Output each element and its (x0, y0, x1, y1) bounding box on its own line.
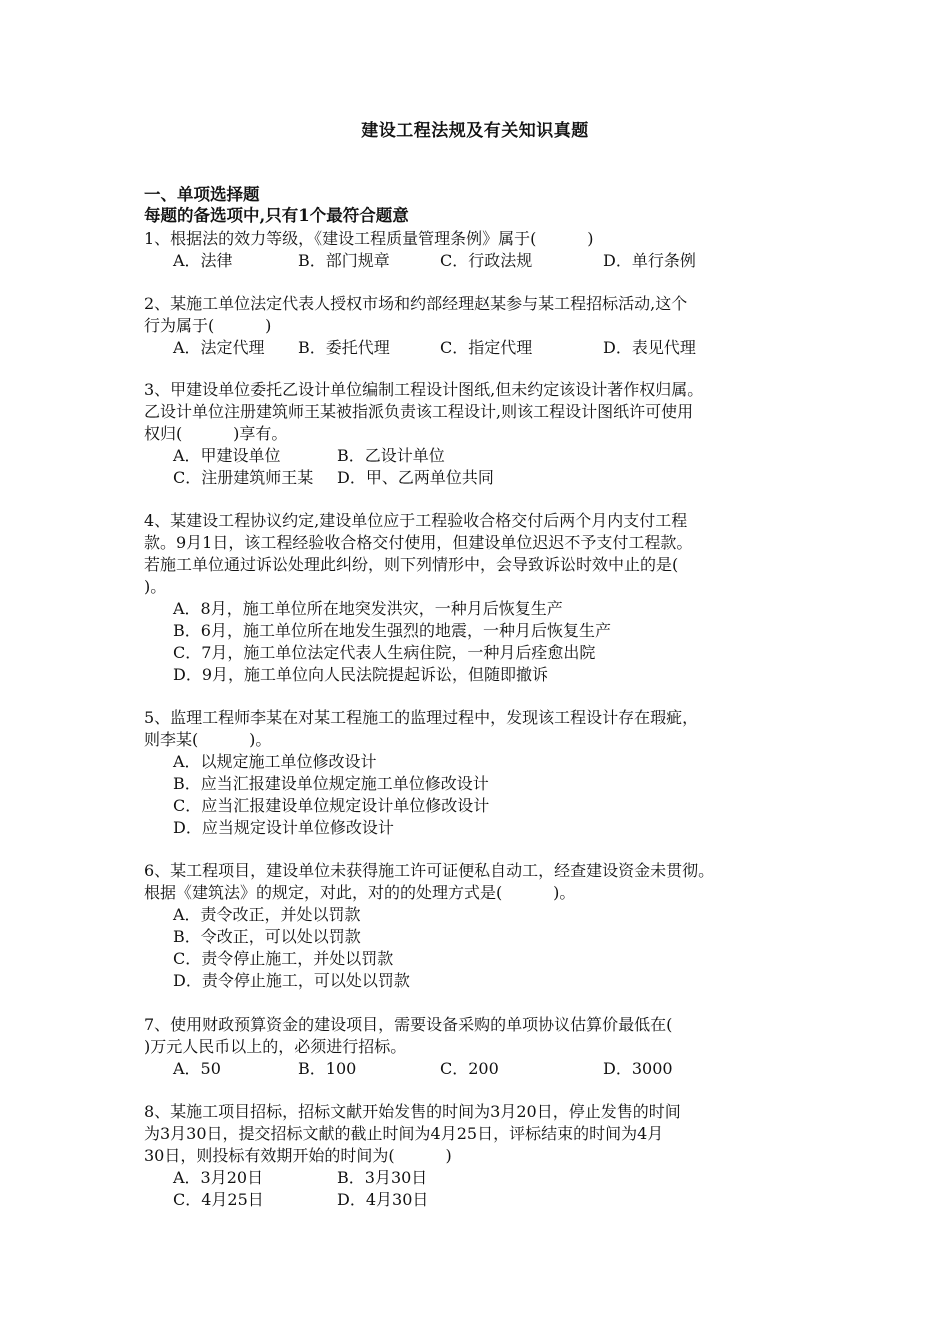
option-b: B．委托代理 (298, 338, 390, 357)
question-6 (144, 860, 824, 992)
option-c: C．注册建筑师王某 (173, 468, 314, 487)
question-stem-line: 30日，则投标有效期开始的时间为( ) (144, 1146, 452, 1165)
section-header (144, 184, 409, 226)
question-3 (144, 379, 824, 489)
question-stem-line: 款。9月1日，该工程经验收合格交付使用，但建设单位迟迟不予支付工程款。 (144, 533, 693, 552)
option-list (144, 1058, 824, 1080)
option-b: B．令改正，可以处以罚款 (173, 927, 361, 946)
option-b: B．部门规章 (298, 251, 390, 270)
option-list (144, 337, 824, 359)
option-d: D．9月，施工单位向人民法院提起诉讼，但随即撤诉 (173, 665, 549, 684)
option-row (173, 1189, 824, 1211)
question-stem-line: 6、某工程项目，建设单位未获得施工许可证便私自动工，经查建设资金未贯彻。 (144, 861, 715, 880)
question-stem-line: 权归( )享有。 (144, 424, 288, 443)
question-stem-line: 则李某( )。 (144, 730, 272, 749)
question-stem-line: )万元人民币以上的，必须进行招标。 (144, 1037, 407, 1056)
option-row (173, 1058, 824, 1080)
option-d: D．责令停止施工，可以处以罚款 (173, 971, 410, 990)
option-c: C．责令停止施工，并处以罚款 (173, 949, 394, 968)
option-row (173, 620, 824, 642)
option-d: D．单行条例 (603, 251, 696, 270)
question-stem-line: 根据《建筑法》的规定，对此，对的的处理方式是( )。 (144, 883, 576, 902)
option-row (173, 337, 824, 359)
option-row (173, 970, 824, 992)
option-d: D．表见代理 (603, 338, 696, 357)
section-heading: 一、单项选择题 (144, 185, 260, 204)
option-b: B．6月，施工单位所在地发生强烈的地震，一种月后恢复生产 (173, 621, 611, 640)
option-b: B．应当汇报建设单位规定施工单位修改设计 (173, 774, 489, 793)
question-7 (144, 1014, 824, 1080)
question-stem-line: 1、根据法的效力等级，《建设工程质量管理条例》属于( ) (144, 229, 594, 248)
option-row (173, 642, 824, 664)
option-b: B．100 (298, 1059, 357, 1078)
option-row (173, 664, 824, 686)
option-row (173, 904, 824, 926)
option-row (173, 598, 824, 620)
option-list (144, 751, 824, 839)
section-instruction: 每题的备选项中,只有1个最符合题意 (144, 206, 409, 225)
option-a: A．法定代理 (173, 338, 265, 357)
option-c: C．应当汇报建设单位规定设计单位修改设计 (173, 796, 490, 815)
question-stem-line: 行为属于( ) (144, 316, 272, 335)
option-d: D．甲、乙两单位共同 (337, 468, 494, 487)
option-a: A．甲建设单位 (173, 446, 281, 465)
option-list (144, 250, 824, 272)
question-stem-line: 5、监理工程师李某在对某工程施工的监理过程中，发现该工程设计存在瑕疵， (144, 708, 699, 727)
option-c: C．7月，施工单位法定代表人生病住院，一种月后痊愈出院 (173, 643, 596, 662)
option-row (173, 445, 824, 467)
option-row (173, 467, 824, 489)
option-list (144, 445, 824, 489)
option-a: A．50 (173, 1059, 221, 1078)
option-c: C．4月25日 (173, 1190, 264, 1209)
document-title: 建设工程法规及有关知识真题 (361, 121, 589, 141)
option-list (144, 904, 824, 992)
question-stem-line: 为3月30日，提交招标文献的截止时间为4月25日，评标结束的时间为4月 (144, 1124, 664, 1143)
option-row (173, 751, 824, 773)
option-a: A．3月20日 (173, 1168, 264, 1187)
question-1 (144, 228, 824, 272)
question-stem-line: 8、某施工项目招标，招标文献开始发售的时间为3月20日，停止发售的时间 (144, 1102, 681, 1121)
question-stem-line: 4、某建设工程协议约定,建设单位应于工程验收合格交付后两个月内支付工程 (144, 511, 688, 530)
question-8 (144, 1101, 824, 1211)
option-a: A．8月，施工单位所在地突发洪灾，一种月后恢复生产 (173, 599, 563, 618)
question-4 (144, 510, 824, 686)
question-stem-line: 7、使用财政预算资金的建设项目，需要设备采购的单项协议估算价最低在( (144, 1015, 673, 1034)
option-row (173, 773, 824, 795)
option-b: B．乙设计单位 (337, 446, 445, 465)
question-stem-line: 2、某施工单位法定代表人授权市场和约部经理赵某参与某工程招标活动,这个 (144, 294, 688, 313)
option-row (173, 948, 824, 970)
option-row (173, 795, 824, 817)
option-d: D．应当规定设计单位修改设计 (173, 818, 394, 837)
question-stem-line: )。 (144, 577, 167, 596)
option-c: C．指定代理 (440, 338, 533, 357)
option-row (173, 926, 824, 948)
option-a: A．法律 (173, 251, 233, 270)
option-row (173, 250, 824, 272)
option-a: A．责令改正，并处以罚款 (173, 905, 361, 924)
question-stem-line: 若施工单位通过诉讼处理此纠纷，则下列情形中，会导致诉讼时效中止的是( (144, 555, 679, 574)
option-c: C．200 (440, 1059, 499, 1078)
option-c: C．行政法规 (440, 251, 533, 270)
option-row (173, 1167, 824, 1189)
question-stem-line: 乙设计单位注册建筑师王某被指派负责该工程设计,则该工程设计图纸许可使用 (144, 402, 694, 421)
option-d: D．4月30日 (337, 1190, 429, 1209)
option-d: D．3000 (603, 1059, 673, 1078)
option-b: B．3月30日 (337, 1168, 428, 1187)
question-5 (144, 707, 824, 839)
question-stem-line: 3、甲建设单位委托乙设计单位编制工程设计图纸,但未约定该设计著作权归属。 (144, 380, 704, 399)
option-a: A．以规定施工单位修改设计 (173, 752, 377, 771)
question-2 (144, 293, 824, 359)
option-row (173, 817, 824, 839)
option-list (144, 598, 824, 686)
option-list (144, 1167, 824, 1211)
